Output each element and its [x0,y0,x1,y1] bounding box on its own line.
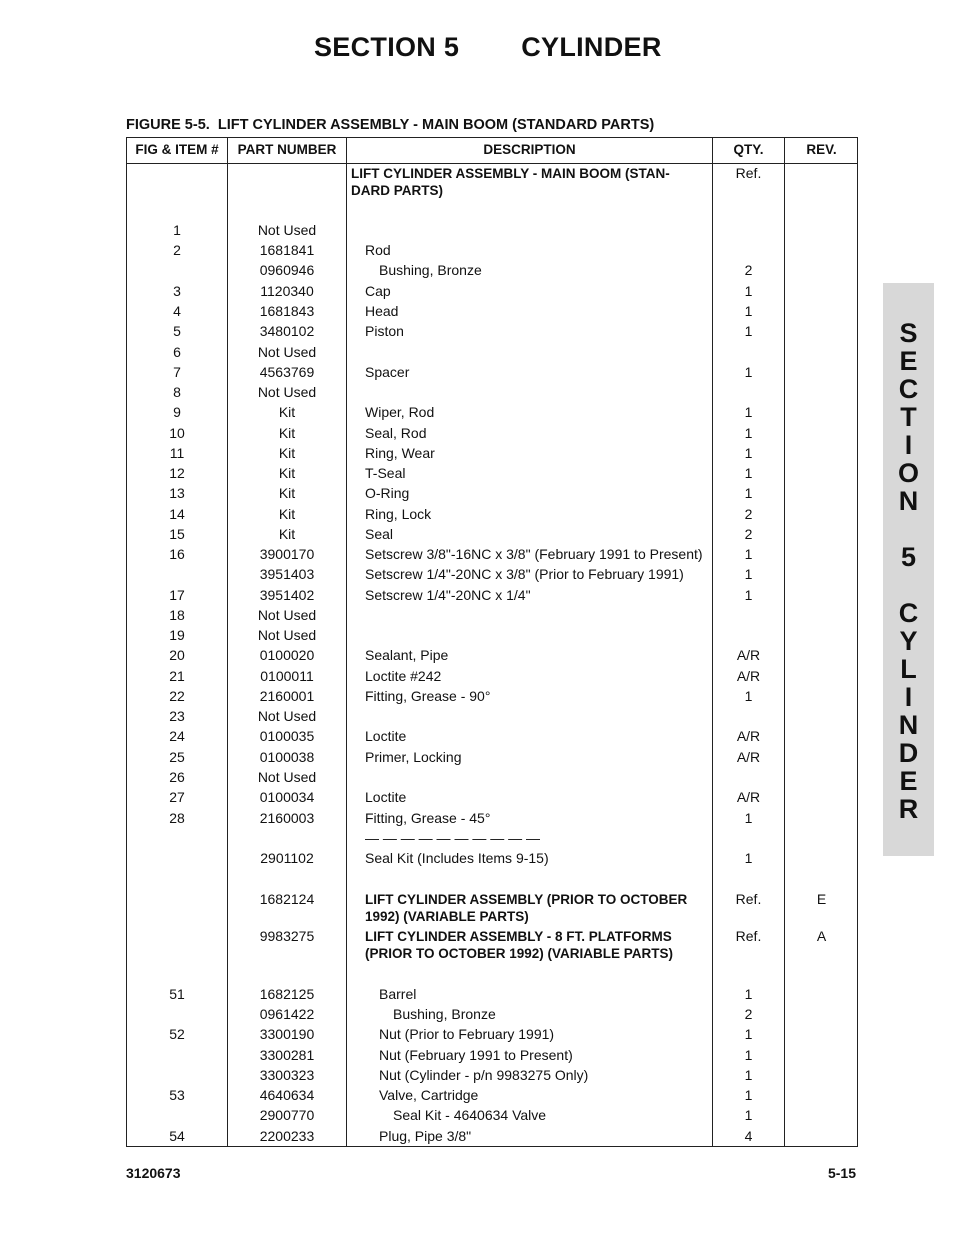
cell-description: Fitting, Grease - 45° [365,810,491,826]
cell-description: Piston [365,323,404,339]
document-number: 3120673 [126,1165,181,1181]
side-tab-letter: N [898,710,919,740]
side-tab-letter: 5 [900,542,917,572]
cell-part-number: 2200233 [259,1128,315,1144]
cell-fig-item: 26 [169,769,185,785]
cell-part-number: 3951402 [259,587,315,603]
cell-qty: 2 [744,262,753,278]
cell-qty: Ref. [735,165,762,181]
cell-fig-item: 14 [169,506,185,522]
cell-rev: A [816,928,827,944]
cell-description: Plug, Pipe 3/8" [379,1128,472,1144]
cell-description: Fitting, Grease - 90° [365,688,491,704]
cell-description: Head [365,303,399,319]
figure-title: FIGURE 5-5. LIFT CYLINDER ASSEMBLY - MAIN BOOM (STANDARD PARTS) [126,117,655,133]
cell-part-number: 3480102 [259,323,315,339]
cell-description: Seal Kit - 4640634 Valve [393,1107,547,1123]
header-description: DESCRIPTION [483,142,576,157]
side-tab-letter: E [899,346,918,376]
cell-part-number: 9983275 [259,928,315,944]
header-rev: REV. [806,142,837,157]
cell-part-number: 1120340 [260,283,314,299]
cell-description: LIFT CYLINDER ASSEMBLY (PRIOR TO OCTOBER 1992) (VARIABLE PARTS) [365,892,688,924]
section-heading [314,32,662,63]
side-tab-letter: D [898,738,919,768]
cell-description: Setscrew 3/8"-16NC x 3/8" (February 1991 to Present) [365,546,703,562]
cell-rev: E [816,891,827,907]
cell-description: T-Seal [365,465,406,481]
cell-qty: A/R [736,647,761,663]
cell-description: Spacer [365,364,410,380]
page-number: 5-15 [827,1165,856,1181]
cell-fig-item: 25 [169,749,185,765]
cell-part-number: Kit [278,425,296,441]
cell-qty: 1 [744,1026,753,1042]
cell-part-number: 0100011 [260,668,314,684]
side-tab-letter: N [898,486,919,516]
cell-description: Ring, Lock [365,506,432,522]
section-number: SECTION 5 [314,32,460,62]
cell-part-number: 0100034 [259,789,315,805]
cell-description: LIFT CYLINDER ASSEMBLY - MAIN BOOM (STAN-DARD PARTS) [351,166,670,198]
cell-description: Valve, Cartridge [379,1087,479,1103]
cell-part-number: Not Used [257,222,317,238]
cell-description: Loctite #242 [365,668,442,684]
cell-fig-item: 1 [173,222,181,238]
cell-part-number: 2901102 [260,850,314,866]
cell-fig-item: 15 [169,526,185,542]
cell-part-number: 3300323 [259,1067,315,1083]
header-qty: QTY. [733,142,764,157]
cell-description: Seal, Rod [365,425,427,441]
side-tab-letter: L [900,654,917,684]
cell-qty: 2 [744,1006,753,1022]
cell-fig-item: 3 [173,283,181,299]
cell-fig-item: 12 [169,465,185,481]
cell-qty: 1 [744,485,753,501]
column-divider [784,138,785,1146]
cell-part-number: 1682124 [259,891,315,907]
cell-part-number: 3300281 [259,1047,315,1063]
cell-part-number: 3300190 [259,1026,315,1042]
section-side-tab [883,283,934,856]
cell-fig-item: 28 [169,810,185,826]
cell-qty: A/R [736,749,761,765]
cell-qty: 1 [744,323,753,339]
cell-fig-item: 19 [169,627,185,643]
cell-fig-item: 13 [169,485,185,501]
cell-fig-item: 18 [169,607,185,623]
cell-part-number: Not Used [257,708,317,724]
cell-fig-item: 4 [173,303,181,319]
cell-part-number: Not Used [257,627,317,643]
cell-qty: 1 [744,587,753,603]
cell-description: Cap [365,283,391,299]
cell-part-number: Not Used [257,607,317,623]
cell-fig-item: 11 [169,445,185,461]
cell-qty: A/R [736,789,761,805]
cell-description: O-Ring [365,485,410,501]
cell-part-number: Kit [278,526,296,542]
cell-description: Primer, Locking [365,749,462,765]
cell-part-number: Not Used [257,344,317,360]
cell-qty: 1 [744,1047,753,1063]
cell-description: Seal Kit (Includes Items 9-15) [365,850,549,866]
cell-qty: 1 [744,425,753,441]
cell-part-number: 0100038 [259,749,315,765]
cell-part-number: 0100020 [259,647,315,663]
cell-description: Bushing, Bronze [393,1006,496,1022]
cell-description: Setscrew 1/4"-20NC x 3/8" (Prior to February 1991) [365,566,684,582]
cell-qty: 1 [744,986,753,1002]
cell-qty: A/R [736,668,761,684]
cell-qty: Ref. [735,891,762,907]
cell-description: Sealant, Pipe [365,647,449,663]
cell-description: Ring, Wear [365,445,435,461]
cell-fig-item: 20 [169,647,185,663]
side-tab-letter: Y [899,626,918,656]
cell-part-number: Not Used [257,384,317,400]
cell-fig-item: 54 [169,1128,185,1144]
cell-part-number: 4563769 [259,364,315,380]
cell-qty: A/R [736,728,761,744]
cell-part-number: 1681843 [259,303,315,319]
cell-fig-item: 22 [169,688,185,704]
header-part-number: PART NUMBER [237,142,337,157]
header-fig: FIG & ITEM # [135,142,219,157]
cell-qty: Ref. [735,928,762,944]
cell-part-number: 1681841 [259,242,315,258]
cell-part-number: Kit [278,506,296,522]
cell-part-number: 4640634 [259,1087,315,1103]
cell-fig-item: 7 [173,364,181,380]
cell-fig-item: 27 [169,789,185,805]
cell-part-number: Kit [278,465,296,481]
cell-qty: 2 [744,506,753,522]
cell-description: Loctite [365,728,407,744]
cell-description: Bushing, Bronze [379,262,482,278]
cell-part-number: 2900770 [259,1107,315,1123]
cell-description: Setscrew 1/4"-20NC x 1/4" [365,587,531,603]
side-tab-letter: T [900,402,917,432]
cell-fig-item: 23 [169,708,185,724]
cell-fig-item: 8 [173,384,181,400]
side-tab-letter: I [904,682,913,712]
cell-part-number: 0961422 [259,1006,315,1022]
cell-qty: 1 [744,1107,753,1123]
side-tab-letter: O [897,458,919,488]
cell-description: Nut (February 1991 to Present) [379,1047,573,1063]
cell-qty: 1 [744,445,753,461]
side-tab-letter: I [904,430,913,460]
cell-fig-item: 52 [169,1026,185,1042]
cell-qty: 1 [744,364,753,380]
cell-part-number: Not Used [257,769,317,785]
cell-qty: 1 [744,688,753,704]
cell-fig-item: 17 [169,587,185,603]
side-tab-letter: E [899,766,918,796]
parts-table [126,137,858,1147]
cell-part-number: 2160003 [259,810,315,826]
cell-part-number: Kit [278,445,296,461]
cell-qty: 1 [744,303,753,319]
cell-description: Nut (Cylinder - p/n 9983275 Only) [379,1067,589,1083]
cell-fig-item: 24 [169,728,185,744]
side-tab-letter: C [898,598,919,628]
cell-part-number: 3951403 [259,566,315,582]
cell-description: — — — — — — — — — — [365,830,541,846]
side-tab-letter: C [898,374,919,404]
cell-description: Wiper, Rod [365,404,435,420]
cell-part-number: 1682125 [259,986,315,1002]
cell-fig-item: 16 [169,546,185,562]
cell-qty: 1 [744,404,753,420]
side-tab-letter: S [899,318,918,348]
cell-qty: 1 [744,810,753,826]
section-name: CYLINDER [521,32,662,62]
cell-qty: 1 [744,465,753,481]
cell-part-number: 2160001 [259,688,315,704]
cell-part-number: 3900170 [259,546,315,562]
cell-part-number: Kit [278,485,296,501]
cell-qty: 1 [744,850,753,866]
cell-qty: 1 [744,1067,753,1083]
cell-qty: 1 [744,566,753,582]
header-divider [127,163,857,164]
column-divider [346,138,347,1146]
cell-qty: 2 [744,526,753,542]
cell-part-number: Kit [278,404,296,420]
cell-fig-item: 5 [173,323,181,339]
cell-description: Barrel [379,986,417,1002]
cell-description: Nut (Prior to February 1991) [379,1026,555,1042]
cell-fig-item: 2 [173,242,181,258]
cell-description: Seal [365,526,394,542]
cell-qty: 1 [744,546,753,562]
cell-description: Loctite [365,789,407,805]
cell-qty: 1 [744,283,753,299]
cell-fig-item: 53 [169,1087,185,1103]
cell-fig-item: 10 [169,425,185,441]
cell-qty: 4 [744,1128,753,1144]
cell-fig-item: 9 [173,404,181,420]
cell-part-number: 0100035 [259,728,315,744]
cell-qty: 1 [744,1087,753,1103]
cell-part-number: 0960946 [259,262,315,278]
cell-description: Rod [365,242,391,258]
cell-fig-item: 21 [169,668,185,684]
cell-description: LIFT CYLINDER ASSEMBLY - 8 FT. PLATFORMS (PRIOR TO OCTOBER 1992) (VARIABLE PARTS) [365,929,674,961]
cell-fig-item: 6 [173,344,181,360]
cell-fig-item: 51 [169,986,185,1002]
side-tab-letter: R [898,794,919,824]
